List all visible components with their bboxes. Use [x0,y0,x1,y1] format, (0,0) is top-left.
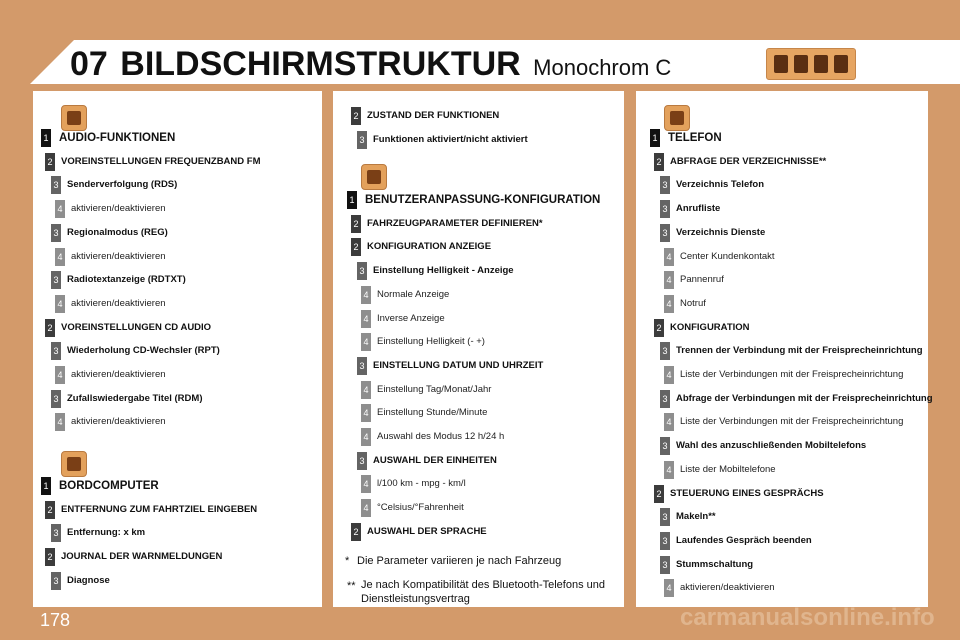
level-badge: 4 [664,461,674,479]
menu-item-label: ABFRAGE DER VERZEICHNISSE** [670,155,827,167]
level-badge: 1 [650,129,660,147]
level-badge: 3 [660,390,670,408]
menu-item-level-4 [55,295,325,313]
menu-item-level-2 [351,215,621,233]
menu-item-label: Trennen der Verbindung mit der Freisprecheinrichtung [676,345,923,357]
menu-item-label: EINSTELLUNG DATUM UND UHRZEIT [373,359,544,371]
menu-item-level-3 [357,357,627,375]
level-badge: 4 [361,499,371,517]
menu-item-level-4 [664,295,934,313]
menu-item-level-3 [660,176,930,194]
level-badge: 3 [51,572,61,590]
menu-item-label: Einstellung Tag/Monat/Jahr [377,383,492,395]
menu-item-level-2 [351,523,621,541]
menu-item-level-3 [660,437,930,455]
level-badge: 3 [51,342,61,360]
level-badge: 4 [664,271,674,289]
level-badge: 3 [357,357,367,375]
menu-item-level-3 [51,572,321,590]
menu-item-label: Einstellung Helligkeit - Anzeige [373,265,514,277]
menu-item-level-4 [361,475,631,493]
title-main: BILDSCHIRMSTRUKTUR [120,45,521,83]
page-number: 178 [40,610,71,630]
fuel-pump-icon [61,451,87,477]
menu-item-label: Regionalmodus (REG) [67,226,168,238]
level-badge: 3 [660,342,670,360]
level-badge: 2 [351,215,361,233]
menu-item-level-4 [361,499,631,517]
menu-item-level-4 [664,366,934,384]
menu-item-level-2 [654,153,924,171]
level-badge: 3 [660,556,670,574]
menu-item-label: Anrufliste [676,203,721,215]
level-badge: 2 [45,548,55,566]
level-badge: 3 [51,224,61,242]
menu-item-level-2 [45,501,315,519]
menu-item-level-2 [351,107,621,125]
footnote-2-text: Je nach Kompatibilität des Bluetooth-Telefons und Dienstleistungsvertrag [361,579,605,605]
menu-item-level-1 [650,129,920,147]
menu-item-level-1 [41,477,311,495]
menu-item-level-3 [51,342,321,360]
menu-item-level-2 [654,485,924,503]
level-badge: 3 [51,524,61,542]
menu-item-level-3 [51,224,321,242]
menu-item-label: l/100 km - mpg - km/l [377,478,466,490]
menu-item-level-4 [361,310,631,328]
menu-item-level-1 [41,129,311,147]
menu-item-label: aktivieren/deaktivieren [71,203,166,215]
menu-item-level-2 [45,548,315,566]
menu-item-label: Liste der Verbindungen mit der Freisprecheinrichtung [680,416,904,428]
menu-item-label: Zufallswiedergabe Titel (RDM) [67,392,203,404]
menu-item-level-4 [361,333,631,351]
menu-item-label: aktivieren/deaktivieren [71,416,166,428]
menu-item-level-4 [361,286,631,304]
level-badge: 3 [660,176,670,194]
level-badge: 3 [51,176,61,194]
menu-item-label: JOURNAL DER WARNMELDUNGEN [61,551,223,563]
menu-item-level-4 [664,413,934,431]
settings-icon [361,164,387,190]
menu-item-label: BORDCOMPUTER [59,480,159,492]
footnote-1-text: Die Parameter variieren je nach Fahrzeug [357,555,562,567]
header-icon-strip [766,48,856,80]
level-badge: 3 [357,262,367,280]
menu-item-level-1 [347,191,617,209]
menu-item-label: AUSWAHL DER EINHEITEN [373,454,497,466]
level-badge: 2 [351,238,361,256]
menu-item-label: ZUSTAND DER FUNKTIONEN [367,110,500,121]
level-badge: 3 [660,508,670,526]
menu-item-label: AUDIO-FUNKTIONEN [59,132,176,144]
level-badge: 3 [51,271,61,289]
menu-item-level-3 [357,131,627,149]
menu-item-label: KONFIGURATION [670,321,750,333]
panel-right [636,91,933,607]
menu-item-level-3 [357,262,627,280]
level-badge: 3 [660,437,670,455]
footnote-2-marker: ** [347,580,356,592]
level-badge: 4 [55,366,65,384]
level-badge: 4 [361,428,371,446]
level-badge: 2 [45,153,55,171]
level-badge: 3 [660,532,670,550]
level-badge: 4 [664,413,674,431]
level-badge: 4 [361,404,371,422]
level-badge: 2 [351,523,361,541]
menu-item-label: Wiederholung CD-Wechsler (RPT) [67,345,220,357]
level-badge: 4 [664,366,674,384]
chapter-number: 07 [70,45,108,83]
level-badge: 4 [55,413,65,431]
menu-item-label: BENUTZERANPASSUNG-KONFIGURATION [365,194,601,206]
level-badge: 1 [41,129,51,147]
level-badge: 1 [41,477,51,495]
menu-item-label: aktivieren/deaktivieren [71,369,166,380]
menu-item-level-4 [664,271,934,289]
level-badge: 2 [654,153,664,171]
menu-item-level-3 [660,200,930,218]
level-badge: 3 [660,200,670,218]
menu-item-level-4 [361,404,631,422]
menu-item-level-3 [660,532,930,550]
level-badge: 3 [51,390,61,408]
menu-item-label: Entfernung: x km [67,527,146,539]
menu-item-label: °Celsius/°Fahrenheit [377,502,464,514]
menu-item-label: aktivieren/deaktivieren [71,250,166,262]
menu-item-level-4 [55,366,325,384]
menu-item-label: Liste der Mobiltelefone [680,463,776,475]
footnote-1-marker: * [345,555,350,567]
audio-icon [61,105,87,131]
menu-item-level-4 [664,461,934,479]
level-badge: 4 [361,475,371,493]
menu-item-label: VOREINSTELLUNGEN CD AUDIO [61,321,212,333]
phone-icon [664,105,690,131]
footnote-1 [333,549,624,573]
menu-item-level-2 [45,319,315,337]
phone-icon [814,55,828,73]
panel-middle [333,91,624,607]
page-title [70,44,671,91]
menu-item-label: Radiotextanzeige (RDTXT) [67,274,186,286]
level-badge: 4 [361,381,371,399]
level-badge: 4 [361,310,371,328]
menu-item-label: Stummschaltung [676,558,754,570]
menu-item-level-4 [664,579,934,597]
menu-item-label: VOREINSTELLUNGEN FREQUENZBAND FM [61,155,261,167]
watermark: carmanualsonline.info [680,604,935,631]
menu-item-level-3 [51,271,321,289]
level-badge: 3 [357,131,367,149]
menu-item-label: Center Kundenkontakt [680,250,775,262]
level-badge: 4 [55,248,65,266]
level-badge: 2 [351,107,361,125]
menu-item-level-3 [660,556,930,574]
menu-item-label: Einstellung Stunde/Minute [377,407,488,419]
menu-item-label: Liste der Verbindungen mit der Freisprecheinrichtung [680,369,904,380]
level-badge: 3 [660,224,670,242]
settings-icon [794,55,808,73]
menu-item-label: Funktionen aktiviert/nicht aktiviert [373,133,528,145]
level-badge: 4 [664,248,674,266]
menu-item-level-4 [55,200,325,218]
menu-item-level-4 [55,413,325,431]
menu-item-level-3 [51,176,321,194]
menu-item-level-4 [361,381,631,399]
menu-item-level-4 [55,248,325,266]
panel-left [33,91,322,607]
menu-item-label: Laufendes Gespräch beenden [676,534,812,546]
menu-item-label: Diagnose [67,574,110,586]
level-badge: 2 [45,501,55,519]
menu-item-level-3 [660,342,930,360]
menu-item-label: Abfrage der Verbindungen mit der Freisprecheinrichtung [676,392,933,404]
menu-item-label: STEUERUNG EINES GESPRÄCHS [670,487,824,499]
fuel-pump-icon [834,55,848,73]
menu-item-level-3 [660,390,933,408]
menu-item-label: Pannenruf [680,274,724,286]
menu-item-label: Notruf [680,297,706,309]
menu-item-level-3 [51,524,321,542]
menu-item-level-4 [664,248,934,266]
menu-item-label: Makeln** [676,511,716,523]
menu-item-label: Verzeichnis Telefon [676,179,764,191]
menu-item-label: KONFIGURATION ANZEIGE [367,241,492,253]
menu-item-level-2 [654,319,924,337]
menu-item-label: Einstellung Helligkeit (- +) [377,336,485,348]
menu-item-label: aktivieren/deaktivieren [71,297,166,309]
menu-item-label: FAHRZEUGPARAMETER DEFINIEREN* [367,217,543,229]
menu-item-label: Wahl des anzuschließenden Mobiltelefons [676,440,867,452]
level-badge: 4 [664,579,674,597]
menu-item-label: Verzeichnis Dienste [676,226,766,238]
menu-item-level-3 [660,508,930,526]
menu-item-level-4 [361,428,631,446]
level-badge: 4 [55,295,65,313]
menu-item-label: Inverse Anzeige [377,312,445,324]
menu-item-label: Auswahl des Modus 12 h/24 h [377,431,505,442]
menu-item-label: AUSWAHL DER SPRACHE [367,525,487,537]
level-badge: 4 [664,295,674,313]
level-badge: 2 [45,319,55,337]
menu-item-level-2 [351,238,621,256]
level-badge: 3 [357,452,367,470]
level-badge: 2 [654,319,664,337]
title-subtitle: Monochrom C [533,55,672,80]
menu-item-label: Senderverfolgung (RDS) [67,179,178,191]
level-badge: 4 [361,286,371,304]
level-badge: 1 [347,191,357,209]
level-badge: 4 [361,333,371,351]
footnote-2 [333,574,624,607]
level-badge: 2 [654,485,664,503]
menu-item-label: aktivieren/deaktivieren [680,582,775,594]
menu-item-label: ENTFERNUNG ZUM FAHRTZIEL EINGEBEN [61,503,258,515]
menu-item-level-2 [45,153,315,171]
menu-item-level-3 [51,390,321,408]
audio-icon [774,55,788,73]
menu-item-label: TELEFON [668,132,722,144]
menu-item-level-3 [660,224,930,242]
menu-item-level-3 [357,452,627,470]
level-badge: 4 [55,200,65,218]
menu-item-label: Normale Anzeige [377,288,450,300]
